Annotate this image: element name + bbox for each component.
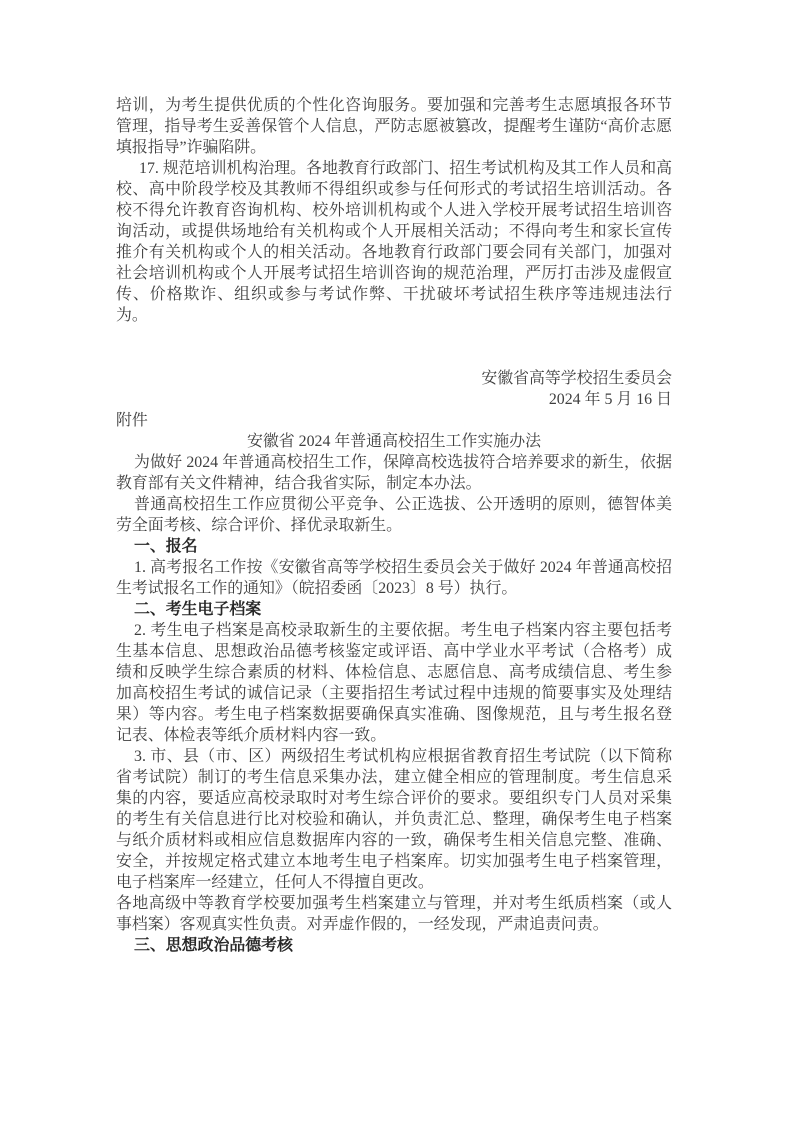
intro-paragraph-1: 为做好 2024 年普通高校招生工作，保障高校选拔符合培养要求的新生，依据教育部有关文件精神，结合我省实际，制定本办法。 xyxy=(116,454,672,492)
section-2-paragraph-2: 3. 市、县（市、区）两级招生考试机构应根据省教育招生考试院（以下简称省考试院）制订的考生信息采集办法，建立健全相应的管理制度。考生信息采集的内容，要适应高校录取时对考生综合评价的要求。要组织专门人员对采集的考生有关信息进行比对校验和确认，并负责汇总、整理，确保考生电子档案与纸介质材料或相应信息数据库内容的一致，确保考生相关信息完整、准确、安全，并按规定格式建立本地考生电子档案库。切实加强考生电子档案管理，电子档案库一经建立，任何人不得擅自更改。 xyxy=(116,748,672,891)
document-content xyxy=(116,95,672,956)
section-2-paragraph-3: 各地高级中等教育学校要加强考生档案建立与管理，并对考生纸质档案（或人事档案）客观真实性负责。对弄虚作假的，一经发现，严肃追责问责。 xyxy=(116,895,672,933)
signature-issuer: 安徽省高等学校招生委员会 xyxy=(481,370,672,387)
attachment-title: 安徽省 2024 年普通高校招生工作实施办法 xyxy=(247,433,541,450)
intro-paragraph-2: 普通高校招生工作应贯彻公平竞争、公正选拔、公开透明的原则，德智体美劳全面考核、综合评价、择优录取新生。 xyxy=(116,496,672,534)
signature-date: 2024 年 5 月 16 日 xyxy=(548,391,672,408)
section-heading-2: 二、考生电子档案 xyxy=(134,601,262,618)
section-2-paragraph-1: 2. 考生电子档案是高校录取新生的主要依据。考生电子档案内容主要包括考生基本信息、思想政治品德考核鉴定或评语、高中学业水平考试（合格考）成绩和反映学生综合素质的材料、体检信息、志愿信息、高考成绩信息、考生参加高校招生考试的诚信记录（主要指招生考试过程中违规的简要事实及处理结果）等内容。考生电子档案数据要确保真实准确、图像规范，且与考生报名登记表、体检表等纸介质材料内容一致。 xyxy=(116,622,672,744)
signature-block xyxy=(116,368,672,410)
section-heading-1: 一、报名 xyxy=(134,538,198,555)
paragraph-item-17: 17. 规范培训机构治理。各地教育行政部门、招生考试机构及其工作人员和高校、高中阶段学校及其教师不得组织或参与任何形式的考试招生培训活动。各校不得允许教育咨询机构、校外培训机构或个人进入学校开展考试招生培训咨询活动，或提供场地给有关机构或个人开展相关活动；不得向考生和家长宣传推介有关机构或个人的相关活动。各地教育行政部门要会同有关部门，加强对社会培训机构或个人开展考试招生培训咨询的规范治理，严厉打击涉及虚假宣传、价格欺诈、组织或参与考试作弊、干扰破坏考试招生秩序等违规违法行为。 xyxy=(116,160,672,324)
section-1-paragraph-1: 1. 高考报名工作按《安徽省高等学校招生委员会关于做好 2024 年普通高校招生考试报名工作的通知》（皖招委函〔2023〕8 号）执行。 xyxy=(116,559,672,597)
paragraph-continuation: 培训，为考生提供优质的个性化咨询服务。要加强和完善考生志愿填报各环节管理，指导考生妥善保管个人信息，严防志愿被篡改，提醒考生谨防“高价志愿填报指导”诈骗陷阱。 xyxy=(116,97,672,156)
attachment-label: 附件 xyxy=(116,412,148,429)
section-heading-3: 三、思想政治品德考核 xyxy=(134,937,293,954)
